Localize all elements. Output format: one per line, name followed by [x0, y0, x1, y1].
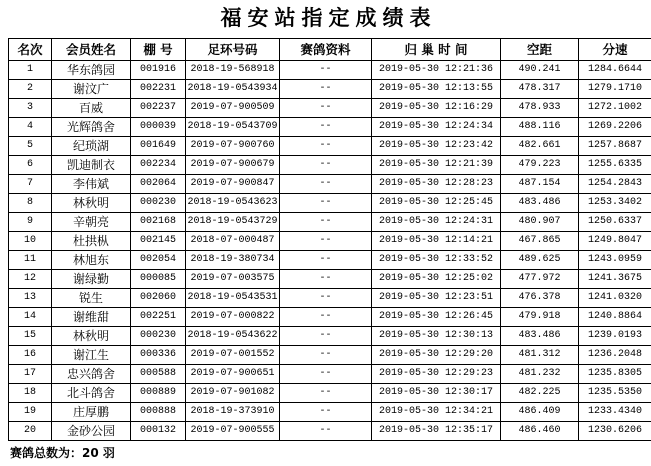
arrival-time-cell: 2019-05-30 12:28:23 — [372, 175, 501, 194]
distance-cell: 481.312 — [501, 346, 579, 365]
arrival-time-cell: 2019-05-30 12:26:45 — [372, 308, 501, 327]
distance-cell: 478.933 — [501, 99, 579, 118]
member-name-cell: 谢江生 — [52, 346, 131, 365]
ring-number-cell: 2018-19-373910 — [186, 403, 280, 422]
header-rank: 名次 — [9, 39, 52, 61]
ring-number-cell: 2019-07-900555 — [186, 422, 280, 441]
rank-cell: 15 — [9, 327, 52, 346]
speed-cell: 1239.0193 — [579, 327, 651, 346]
arrival-time-cell: 2019-05-30 12:14:21 — [372, 232, 501, 251]
member-name-cell: 凯迪制衣 — [52, 156, 131, 175]
pigeon-info-cell: -- — [280, 289, 372, 308]
table-row — [9, 346, 651, 365]
loft-number-cell: 000588 — [131, 365, 186, 384]
rank-cell: 16 — [9, 346, 52, 365]
distance-cell: 467.865 — [501, 232, 579, 251]
rank-cell: 10 — [9, 232, 52, 251]
member-name-cell: 杜拱枞 — [52, 232, 131, 251]
arrival-time-cell: 2019-05-30 12:25:45 — [372, 194, 501, 213]
ring-number-cell: 2018-19-380734 — [186, 251, 280, 270]
rank-cell: 14 — [9, 308, 52, 327]
table-row — [9, 175, 651, 194]
pigeon-info-cell: -- — [280, 308, 372, 327]
member-name-cell: 锐生 — [52, 289, 131, 308]
loft-number-cell: 002168 — [131, 213, 186, 232]
ring-number-cell: 2018-19-0543709 — [186, 118, 280, 137]
speed-cell: 1243.0959 — [579, 251, 651, 270]
ring-number-cell: 2018-19-0543622 — [186, 327, 280, 346]
loft-number-cell: 000085 — [131, 270, 186, 289]
loft-number-cell: 001916 — [131, 61, 186, 80]
distance-cell: 478.317 — [501, 80, 579, 99]
rank-cell: 13 — [9, 289, 52, 308]
loft-number-cell: 002064 — [131, 175, 186, 194]
pigeon-info-cell: -- — [280, 232, 372, 251]
loft-number-cell: 002251 — [131, 308, 186, 327]
pigeon-info-cell: -- — [280, 194, 372, 213]
arrival-time-cell: 2019-05-30 12:24:34 — [372, 118, 501, 137]
speed-cell: 1250.6337 — [579, 213, 651, 232]
distance-cell: 489.625 — [501, 251, 579, 270]
speed-cell: 1236.2048 — [579, 346, 651, 365]
ring-number-cell: 2018-19-0543623 — [186, 194, 280, 213]
header-speed: 分速 — [579, 39, 651, 61]
ring-number-cell: 2019-07-900847 — [186, 175, 280, 194]
distance-cell: 482.661 — [501, 137, 579, 156]
rank-cell: 19 — [9, 403, 52, 422]
arrival-time-cell: 2019-05-30 12:25:02 — [372, 270, 501, 289]
distance-cell: 480.907 — [501, 213, 579, 232]
pigeon-info-cell: -- — [280, 327, 372, 346]
speed-cell: 1235.5350 — [579, 384, 651, 403]
table-row — [9, 289, 651, 308]
distance-cell: 486.409 — [501, 403, 579, 422]
loft-number-cell: 001649 — [131, 137, 186, 156]
table-row — [9, 232, 651, 251]
arrival-time-cell: 2019-05-30 12:24:31 — [372, 213, 501, 232]
pigeon-info-cell: -- — [280, 365, 372, 384]
arrival-time-cell: 2019-05-30 12:21:36 — [372, 61, 501, 80]
table-row — [9, 61, 651, 80]
pigeon-info-cell: -- — [280, 99, 372, 118]
table-row — [9, 327, 651, 346]
member-name-cell: 林秋明 — [52, 194, 131, 213]
rank-cell: 6 — [9, 156, 52, 175]
ring-number-cell: 2018-19-0543729 — [186, 213, 280, 232]
pigeon-info-cell: -- — [280, 422, 372, 441]
table-row — [9, 118, 651, 137]
loft-number-cell: 002234 — [131, 156, 186, 175]
table-row — [9, 137, 651, 156]
arrival-time-cell: 2019-05-30 12:30:17 — [372, 384, 501, 403]
distance-cell: 483.486 — [501, 327, 579, 346]
rank-cell: 8 — [9, 194, 52, 213]
arrival-time-cell: 2019-05-30 12:21:39 — [372, 156, 501, 175]
member-name-cell: 谢维甜 — [52, 308, 131, 327]
rank-cell: 5 — [9, 137, 52, 156]
speed-cell: 1230.6206 — [579, 422, 651, 441]
table-row — [9, 80, 651, 99]
rank-cell: 2 — [9, 80, 52, 99]
pigeon-info-cell: -- — [280, 346, 372, 365]
rank-cell: 12 — [9, 270, 52, 289]
speed-cell: 1257.8687 — [579, 137, 651, 156]
member-name-cell: 谢汶广 — [52, 80, 131, 99]
distance-cell: 477.972 — [501, 270, 579, 289]
rank-cell: 17 — [9, 365, 52, 384]
arrival-time-cell: 2019-05-30 12:29:20 — [372, 346, 501, 365]
pigeon-info-cell: -- — [280, 270, 372, 289]
distance-cell: 488.116 — [501, 118, 579, 137]
loft-number-cell: 000889 — [131, 384, 186, 403]
member-name-cell: 北斗鸽舍 — [52, 384, 131, 403]
ring-number-cell: 2019-07-900509 — [186, 99, 280, 118]
table-row — [9, 99, 651, 118]
distance-cell: 483.486 — [501, 194, 579, 213]
total-count-text: 赛鸽总数为：20 羽 — [10, 446, 115, 460]
loft-number-cell: 002231 — [131, 80, 186, 99]
header-arrival-time: 归 巢 时 间 — [372, 39, 501, 61]
distance-cell: 482.225 — [501, 384, 579, 403]
pigeon-info-cell: -- — [280, 80, 372, 99]
member-name-cell: 百威 — [52, 99, 131, 118]
arrival-time-cell: 2019-05-30 12:16:29 — [372, 99, 501, 118]
loft-number-cell: 000336 — [131, 346, 186, 365]
speed-cell: 1255.6335 — [579, 156, 651, 175]
ring-number-cell: 2019-07-000822 — [186, 308, 280, 327]
header-distance: 空距 — [501, 39, 579, 61]
loft-number-cell: 002054 — [131, 251, 186, 270]
member-name-cell: 金砂公园 — [52, 422, 131, 441]
ring-number-cell: 2018-07-000487 — [186, 232, 280, 251]
arrival-time-cell: 2019-05-30 12:35:17 — [372, 422, 501, 441]
distance-cell: 490.241 — [501, 61, 579, 80]
ring-number-cell: 2018-19-568918 — [186, 61, 280, 80]
speed-cell: 1253.3402 — [579, 194, 651, 213]
speed-cell: 1279.1710 — [579, 80, 651, 99]
distance-cell: 487.154 — [501, 175, 579, 194]
speed-cell: 1272.1002 — [579, 99, 651, 118]
table-row — [9, 403, 651, 422]
ring-number-cell: 2019-07-900651 — [186, 365, 280, 384]
header-loft-number: 棚 号 — [131, 39, 186, 61]
distance-cell: 481.232 — [501, 365, 579, 384]
rank-cell: 4 — [9, 118, 52, 137]
ring-number-cell: 2019-07-901082 — [186, 384, 280, 403]
loft-number-cell: 000132 — [131, 422, 186, 441]
table-row — [9, 384, 651, 403]
ring-number-cell: 2018-19-0543934 — [186, 80, 280, 99]
loft-number-cell: 000039 — [131, 118, 186, 137]
member-name-cell: 辛朝亮 — [52, 213, 131, 232]
table-row — [9, 251, 651, 270]
member-name-cell: 李伟斌 — [52, 175, 131, 194]
pigeon-info-cell: -- — [280, 251, 372, 270]
table-row — [9, 213, 651, 232]
arrival-time-cell: 2019-05-30 12:29:23 — [372, 365, 501, 384]
rank-cell: 3 — [9, 99, 52, 118]
table-row — [9, 156, 651, 175]
pigeon-info-cell: -- — [280, 137, 372, 156]
distance-cell: 479.918 — [501, 308, 579, 327]
speed-cell: 1284.6644 — [579, 61, 651, 80]
speed-cell: 1269.2206 — [579, 118, 651, 137]
member-name-cell: 华东鸽园 — [52, 61, 131, 80]
ring-number-cell: 2019-07-003575 — [186, 270, 280, 289]
member-name-cell: 纪琐湖 — [52, 137, 131, 156]
speed-cell: 1254.2843 — [579, 175, 651, 194]
table-row — [9, 270, 651, 289]
header-member-name: 会员姓名 — [52, 39, 131, 61]
loft-number-cell: 002237 — [131, 99, 186, 118]
results-table — [8, 38, 651, 441]
pigeon-info-cell: -- — [280, 175, 372, 194]
arrival-time-cell: 2019-05-30 12:34:21 — [372, 403, 501, 422]
page-title: 福安站指定成绩表 — [220, 5, 437, 30]
pigeon-info-cell: -- — [280, 156, 372, 175]
rank-cell: 1 — [9, 61, 52, 80]
rank-cell: 20 — [9, 422, 52, 441]
speed-cell: 1233.4340 — [579, 403, 651, 422]
loft-number-cell: 000230 — [131, 194, 186, 213]
speed-cell: 1241.3675 — [579, 270, 651, 289]
member-name-cell: 谢绿勤 — [52, 270, 131, 289]
loft-number-cell: 000888 — [131, 403, 186, 422]
pigeon-info-cell: -- — [280, 384, 372, 403]
rank-cell: 9 — [9, 213, 52, 232]
rank-cell: 11 — [9, 251, 52, 270]
pigeon-info-cell: -- — [280, 61, 372, 80]
speed-cell: 1240.8864 — [579, 308, 651, 327]
distance-cell: 479.223 — [501, 156, 579, 175]
ring-number-cell: 2019-07-900679 — [186, 156, 280, 175]
ring-number-cell: 2019-07-900760 — [186, 137, 280, 156]
ring-number-cell: 2018-19-0543531 — [186, 289, 280, 308]
arrival-time-cell: 2019-05-30 12:33:52 — [372, 251, 501, 270]
speed-cell: 1249.8047 — [579, 232, 651, 251]
speed-cell: 1235.8305 — [579, 365, 651, 384]
distance-cell: 476.378 — [501, 289, 579, 308]
loft-number-cell: 002145 — [131, 232, 186, 251]
table-row — [9, 365, 651, 384]
loft-number-cell: 002060 — [131, 289, 186, 308]
table-row — [9, 308, 651, 327]
ring-number-cell: 2019-07-001552 — [186, 346, 280, 365]
distance-cell: 486.460 — [501, 422, 579, 441]
arrival-time-cell: 2019-05-30 12:13:55 — [372, 80, 501, 99]
table-header-row — [9, 39, 651, 61]
member-name-cell: 光辉鸽舍 — [52, 118, 131, 137]
pigeon-info-cell: -- — [280, 213, 372, 232]
member-name-cell: 林秋明 — [52, 327, 131, 346]
speed-cell: 1241.0320 — [579, 289, 651, 308]
pigeon-info-cell: -- — [280, 118, 372, 137]
member-name-cell: 林旭东 — [52, 251, 131, 270]
loft-number-cell: 000230 — [131, 327, 186, 346]
table-row — [9, 194, 651, 213]
rank-cell: 7 — [9, 175, 52, 194]
arrival-time-cell: 2019-05-30 12:23:42 — [372, 137, 501, 156]
arrival-time-cell: 2019-05-30 12:23:51 — [372, 289, 501, 308]
pigeon-info-cell: -- — [280, 403, 372, 422]
member-name-cell: 庄厚鹏 — [52, 403, 131, 422]
header-ring-number: 足环号码 — [186, 39, 280, 61]
member-name-cell: 忠兴鸽舍 — [52, 365, 131, 384]
table-row — [9, 422, 651, 441]
header-pigeon-info: 赛鸽资料 — [280, 39, 372, 61]
rank-cell: 18 — [9, 384, 52, 403]
arrival-time-cell: 2019-05-30 12:30:13 — [372, 327, 501, 346]
